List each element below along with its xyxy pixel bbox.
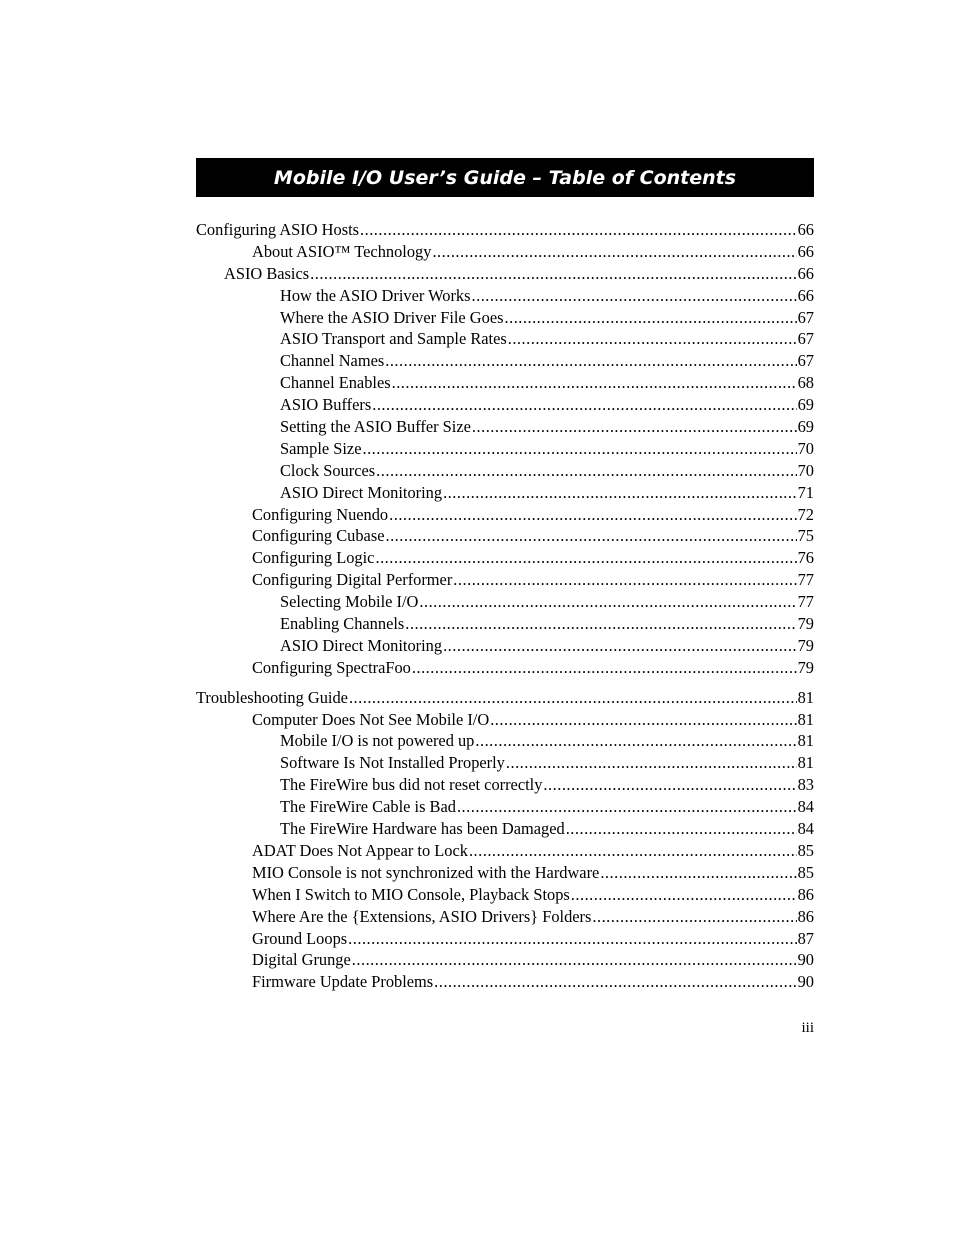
toc-entry[interactable] [196, 635, 814, 657]
toc-entry-page: 66 [797, 263, 814, 283]
toc-entry-title: When I Switch to MIO Console, Playback Stops [252, 884, 570, 904]
toc-entry-page: 81 [797, 753, 814, 773]
toc-entry-page: 77 [797, 592, 814, 612]
toc-entry-title: Digital Grunge [252, 950, 351, 970]
toc-entry-title: Computer Does Not See Mobile I/O [252, 709, 490, 729]
toc-entry[interactable] [196, 591, 814, 613]
toc-entry-page: 86 [797, 884, 814, 904]
dot-leader [385, 525, 796, 547]
toc-entry-page: 67 [797, 307, 814, 327]
toc-entry[interactable] [196, 328, 814, 350]
toc-entry[interactable] [196, 730, 814, 752]
toc-entry-title: ASIO Transport and Sample Rates [280, 329, 507, 349]
toc-entry[interactable] [196, 928, 814, 950]
toc-entry-title: Configuring ASIO Hosts [196, 220, 360, 239]
toc-entry[interactable] [196, 687, 814, 709]
toc-entry[interactable] [196, 482, 814, 504]
dot-leader [405, 613, 796, 635]
dot-leader [372, 394, 796, 416]
toc-entry-title: Ground Loops [252, 928, 348, 948]
toc-entry[interactable] [196, 657, 814, 679]
dot-leader [457, 796, 797, 818]
toc-entry-page: 70 [797, 460, 814, 480]
toc-entry-page: 66 [797, 285, 814, 305]
toc-entry-page: 87 [797, 928, 814, 948]
dot-leader [508, 328, 797, 350]
toc-entry[interactable] [196, 613, 814, 635]
dot-leader [592, 906, 796, 928]
toc-entry[interactable] [196, 460, 814, 482]
toc-entry-title: Configuring Cubase [252, 526, 385, 546]
dot-leader [443, 482, 797, 504]
toc-entry[interactable] [196, 709, 814, 731]
toc-entry-page: 81 [797, 731, 814, 751]
toc-entry-page: 79 [797, 614, 814, 634]
dot-leader [490, 709, 796, 731]
toc-entry-page: 72 [797, 504, 814, 524]
toc-entry-title: How the ASIO Driver Works [280, 285, 471, 305]
toc-entry-title: Clock Sources [280, 460, 376, 480]
toc-entry[interactable] [196, 350, 814, 372]
toc-entry-page: 84 [797, 819, 814, 839]
dot-leader [506, 752, 797, 774]
toc-entry[interactable] [196, 949, 814, 971]
toc-entry-title: ASIO Basics [224, 263, 310, 283]
toc-entry[interactable] [196, 219, 814, 241]
dot-leader [348, 928, 796, 950]
dot-leader [389, 504, 796, 526]
page-title: Mobile I/O User’s Guide – Table of Contents [273, 166, 737, 189]
toc-entry[interactable] [196, 307, 814, 329]
toc-entry[interactable] [196, 840, 814, 862]
toc-entry-page: 67 [797, 351, 814, 371]
dot-leader [352, 949, 797, 971]
dot-leader [349, 687, 797, 709]
dot-leader [475, 730, 796, 752]
toc-entry[interactable] [196, 241, 814, 263]
toc-entry-title: The FireWire Hardware has been Damaged [280, 819, 565, 839]
toc-entry[interactable] [196, 906, 814, 928]
page-number: iii [801, 1020, 814, 1036]
dot-leader [472, 285, 797, 307]
dot-leader [362, 438, 796, 460]
dot-leader [443, 635, 797, 657]
toc-entry-title: The FireWire bus did not reset correctly [280, 775, 543, 795]
toc-entry-title: Sample Size [280, 438, 362, 458]
toc-entry-title: Configuring Nuendo [252, 504, 389, 524]
toc-entry-title: ASIO Buffers [280, 395, 372, 415]
toc-entry-page: 76 [797, 548, 814, 568]
toc-entry-title: ASIO Direct Monitoring [280, 635, 443, 655]
toc-entry-page: 79 [797, 657, 814, 677]
toc-entry[interactable] [196, 263, 814, 285]
toc-entry-title: Configuring SpectraFoo [252, 657, 411, 677]
toc-entry-page: 81 [797, 709, 814, 729]
toc-entry-page: 75 [797, 526, 814, 546]
toc-entry-page: 81 [797, 687, 814, 707]
dot-leader [434, 971, 796, 993]
toc-entry-title: Firmware Update Problems [252, 972, 434, 992]
toc-entry[interactable] [196, 569, 814, 591]
dot-leader [432, 241, 796, 263]
toc-entry[interactable] [196, 525, 814, 547]
toc-entry-page: 71 [797, 482, 814, 502]
toc-entry-title: ASIO Direct Monitoring [280, 482, 443, 502]
toc-entry-title: MIO Console is not synchronized with the Hardware [252, 862, 600, 882]
toc-entry-title: Software Is Not Installed Properly [280, 753, 505, 773]
dot-leader [571, 884, 797, 906]
toc-entry[interactable] [196, 862, 814, 884]
toc-entry-title: Troubleshooting Guide [196, 687, 348, 707]
dot-leader [543, 774, 796, 796]
dot-leader [453, 569, 796, 591]
table-of-contents [196, 219, 814, 993]
dot-leader [469, 840, 797, 862]
toc-entry-page: 85 [797, 840, 814, 860]
toc-entry-title: Selecting Mobile I/O [280, 592, 419, 612]
toc-entry-title: The FireWire Cable is Bad [280, 797, 456, 817]
toc-entry-title: ADAT Does Not Appear to Lock [252, 840, 468, 860]
toc-entry-page: 90 [797, 950, 814, 970]
toc-entry-page: 85 [797, 862, 814, 882]
dot-leader [385, 350, 796, 372]
dot-leader [566, 818, 797, 840]
toc-entry-title: Where Are the {Extensions, ASIO Drivers} Folders [252, 906, 592, 926]
toc-entry[interactable] [196, 504, 814, 526]
toc-entry-title: Configuring Logic [252, 548, 375, 568]
toc-entry-page: 69 [797, 395, 814, 415]
toc-entry-title: Where the ASIO Driver File Goes [280, 307, 504, 327]
toc-entry-page: 70 [797, 438, 814, 458]
dot-leader [412, 657, 797, 679]
toc-entry-page: 77 [797, 570, 814, 590]
toc-entry-page: 69 [797, 417, 814, 437]
toc-entry-title: Enabling Channels [280, 614, 405, 634]
dot-leader [600, 862, 796, 884]
toc-entry-title: About ASIO™ Technology [252, 241, 432, 261]
toc-entry[interactable] [196, 372, 814, 394]
dot-leader [376, 460, 796, 482]
dot-leader [505, 307, 797, 329]
header-bar [196, 158, 814, 197]
toc-entry-title: Mobile I/O is not powered up [280, 731, 475, 751]
toc-entry-page: 79 [797, 635, 814, 655]
toc-entry[interactable] [196, 394, 814, 416]
toc-entry-title: Setting the ASIO Buffer Size [280, 417, 471, 437]
toc-entry[interactable] [196, 818, 814, 840]
toc-entry-page: 83 [797, 775, 814, 795]
dot-leader [472, 416, 797, 438]
toc-entry[interactable] [196, 547, 814, 569]
toc-entry-title: Configuring Digital Performer [252, 570, 453, 590]
toc-entry[interactable] [196, 884, 814, 906]
toc-entry-title: Channel Enables [280, 373, 391, 393]
toc-entry-page: 84 [797, 797, 814, 817]
dot-leader [310, 263, 796, 285]
toc-entry[interactable] [196, 774, 814, 796]
toc-entry[interactable] [196, 285, 814, 307]
toc-entry[interactable] [196, 438, 814, 460]
toc-entry-title: Channel Names [280, 351, 385, 371]
toc-entry-page: 68 [797, 373, 814, 393]
toc-entry[interactable] [196, 971, 814, 993]
dot-leader [392, 372, 797, 394]
toc-entry[interactable] [196, 796, 814, 818]
toc-entry-page: 86 [797, 906, 814, 926]
toc-entry-page: 66 [797, 241, 814, 261]
toc-entry[interactable] [196, 416, 814, 438]
toc-entry[interactable] [196, 752, 814, 774]
dot-leader [375, 547, 796, 569]
toc-entry-page: 67 [797, 329, 814, 349]
toc-entry-page: 66 [797, 220, 814, 239]
dot-leader [419, 591, 796, 613]
dot-leader [360, 219, 797, 241]
toc-entry-page: 90 [797, 972, 814, 992]
